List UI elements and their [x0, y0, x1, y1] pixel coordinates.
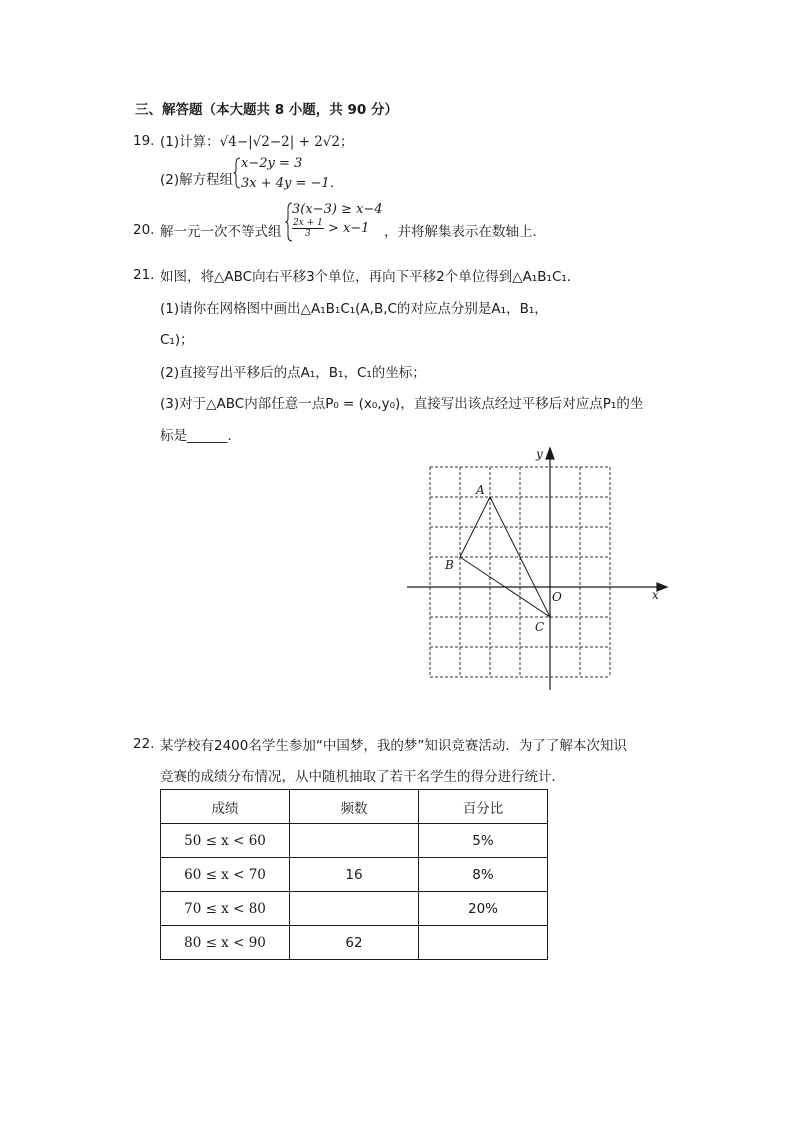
section-title: 三、解答题（本大题共 8 小题，共 90 分） [135, 102, 398, 118]
y-axis-arrow [546, 448, 554, 459]
table-cell: 70 ≤ x < 80 [161, 892, 290, 926]
table-cell: 60 ≤ x < 70 [161, 858, 290, 892]
q19-brace [233, 157, 241, 189]
question-21-number: 21. [133, 267, 155, 283]
q21-part1-line2: C₁)； [160, 332, 194, 348]
q21-part3-line1: (3)对于△ABC内部任意一点P₀ = (x₀,y₀)，直接写出该点经过平移后对应点P₁的坐 [160, 396, 644, 412]
table-row [161, 824, 548, 858]
q19-part1-expression: √4−|√2−2| + 2√2； [219, 134, 354, 150]
q20-fraction-denominator: 3 [305, 229, 311, 239]
coordinate-grid-figure [405, 445, 670, 695]
table-cell: 16 [290, 858, 419, 892]
score-distribution-table [160, 789, 548, 960]
table-cell: 62 [290, 926, 419, 960]
q19-part1 [160, 130, 354, 150]
q20-inequality-2-rest: > x−1 [327, 221, 370, 236]
table-header-cell: 频数 [290, 790, 419, 824]
q20-label: 解一元一次不等式组 [160, 224, 282, 240]
q20-inequality-1: 3(x−3) ≥ x−4 [292, 202, 383, 217]
q21-part3-line2: 标是______． [160, 428, 241, 444]
table-cell: 50 ≤ x < 60 [161, 824, 290, 858]
q21-stem: 如图，将△ABC向右平移3个单位，再向下平移2个单位得到△A₁B₁C₁． [160, 269, 581, 285]
q22-line2: 竞赛的成绩分布情况，从中随机抽取了若干名学生的得分进行统计． [160, 769, 565, 785]
point-c-label: C [535, 620, 545, 634]
origin-label: O [552, 590, 562, 604]
point-a-label: A [476, 483, 485, 497]
q19-equation-2: 3x + 4y = −1． [241, 176, 343, 191]
q20-fraction-numerator: 2x + 1 [293, 218, 323, 228]
q20-tail: ，并将解集表示在数轴上． [384, 224, 546, 240]
table-cell: 80 ≤ x < 90 [161, 926, 290, 960]
table-header-cell: 成绩 [161, 790, 290, 824]
point-b-label: B [445, 558, 454, 572]
q21-part2: (2)直接写出平移后的点A₁，B₁，C₁的坐标； [160, 365, 426, 381]
question-19-number: 19. [133, 133, 155, 149]
grid-lines [430, 467, 610, 677]
q22-line1: 某学校有2400名学生参加“中国梦，我的梦”知识竞赛活动．为了了解本次知识 [160, 738, 627, 754]
table-cell [419, 926, 548, 960]
q21-part1-line1: (1)请你在网格图中画出△A₁B₁C₁(A,B,C的对应点分别是A₁，B₁， [160, 301, 548, 317]
table-row [161, 892, 548, 926]
table-cell: 8% [419, 858, 548, 892]
question-20-number: 20. [133, 222, 155, 238]
question-22-number: 22. [133, 736, 155, 752]
q20-inequality-2 [292, 218, 369, 239]
table-row [161, 926, 548, 960]
table-row [161, 858, 548, 892]
q19-part2-label: (2)解方程组 [160, 172, 234, 188]
grid-svg [405, 445, 670, 695]
table-cell: 20% [419, 892, 548, 926]
table-cell: 5% [419, 824, 548, 858]
table-header-row [161, 790, 548, 824]
table-cell [290, 892, 419, 926]
table-header-cell: 百分比 [419, 790, 548, 824]
table-cell [290, 824, 419, 858]
q19-equation-1: x−2y = 3 [241, 156, 303, 171]
x-axis-label: x [652, 588, 659, 602]
q19-part1-label: (1)计算： [160, 134, 220, 150]
y-axis-label: y [536, 447, 543, 461]
